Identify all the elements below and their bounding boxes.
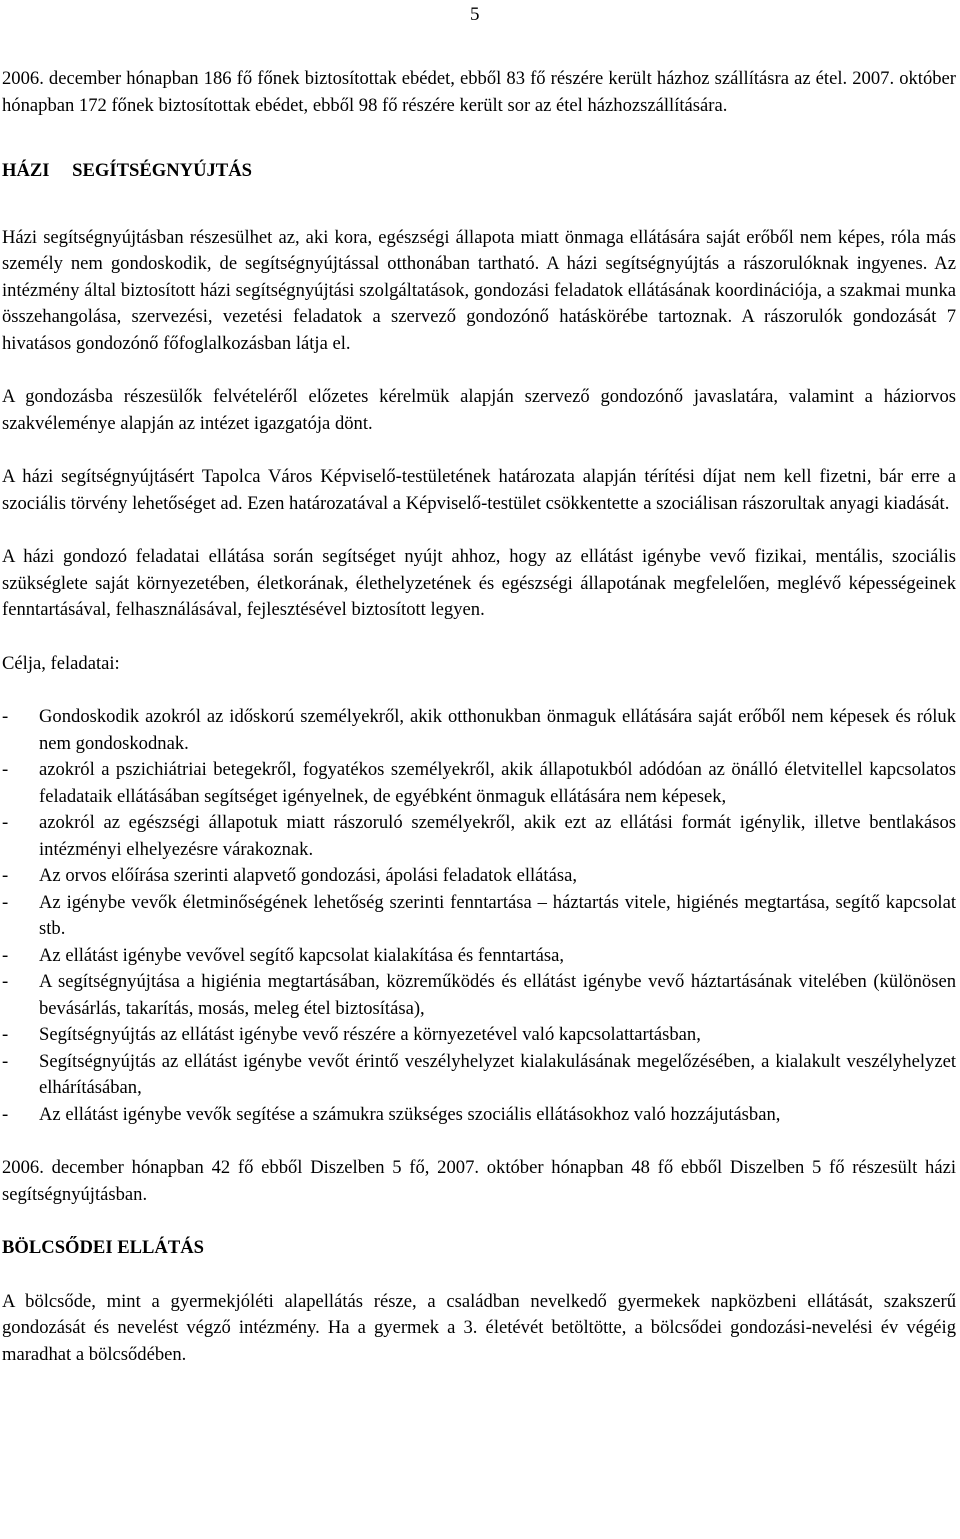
paragraph-tasks: A házi gondozó feladatai ellátása során segítséget nyújt ahhoz, hogy az ellátást igénybe vevő fizikai, mentális, szociális szükséglete saját környezetében, életkorának, élethelyzetének és egészségi állapotának megfelelően, meglévő képességeinek fenntartásával, felhasználásával, fejlesztésével biztosított legyen.	[2, 546, 956, 620]
bullet-dash: -	[2, 706, 9, 727]
bullet-dash: -	[2, 865, 9, 886]
bullet-dash: -	[2, 812, 9, 833]
list-item: - azokról a pszichiátriai betegekről, fogyatékos személyekről, akik állapotukból adódóan az önálló életvitellel kapcsolatos feladataik ellátásában segítséget igényelnek, de egyébként önmaguk ellátására nem képesek,	[2, 759, 956, 807]
section-heading-bolcsode: BÖLCSŐDEI ELLÁTÁS	[2, 1237, 205, 1258]
bullet-dash: -	[2, 944, 9, 966]
bullet-dash: -	[2, 891, 9, 913]
bullet-dash: -	[2, 759, 9, 780]
list-item: - Az igénybe vevők életminőségének lehetőség szerinti fenntartása – háztartás vitele, higiénés megtartása, segítő kapcsolat stb.	[2, 891, 956, 939]
page-number: 5	[470, 4, 480, 25]
bullet-dash: -	[2, 971, 9, 992]
list-item: - Segítségnyújtás az ellátást igénybe vevőt érintő veszélyhelyzet kialakulásának megelőzésében, a kialakult veszélyhelyzet elhárításában,	[2, 1050, 956, 1098]
goals-list	[2, 704, 956, 1128]
list-item: - Az ellátást igénybe vevők segítése a számukra szükséges szociális ellátásokhoz való hozzájutásban,	[2, 1102, 956, 1129]
stats-paragraph: 2006. december hónapban 42 fő ebből Diszelben 5 fő, 2007. október hónapban 48 fő ebből Diszelben 5 fő részesült házi segítségnyújtásban.	[2, 1157, 956, 1205]
list-item: - Gondoskodik azokról az időskorú személyekről, akik otthonukban önmaguk ellátására saját erőből nem képesek és róluk nem gondoskodnak.	[2, 706, 956, 754]
bullet-dash: -	[2, 1024, 9, 1045]
document-body	[2, 66, 956, 1395]
bullet-dash: -	[2, 1050, 9, 1072]
list-item: - Az orvos előírása szerinti alapvető gondozási, ápolási feladatok ellátása,	[2, 863, 956, 890]
paragraph-admission: A gondozásba részesülők felvételéről előzetes kérelmük alapján szervező gondozónő javaslatára, valamint a háziorvos szakvéleménye alapján az intézet igazgatója dönt.	[2, 386, 956, 434]
bullet-dash: -	[2, 1103, 9, 1125]
paragraph-fee: A házi segítségnyújtásért Tapolca Város Képviselő-testületének határozata alapján térítési díjat nem kell fizetni, bár erre a szociális törvény lehetőséget ad. Ezen határozatával a Képviselő-testület csökkentette a szociálisan rászorultak anyagi kiadását.	[2, 466, 956, 514]
list-item: - azokról az egészségi állapotuk miatt rászoruló személyekről, akik ezt az ellátási formát igénylik, illetve bentlakásos intézményi elhelyezésre várakoznak.	[2, 812, 956, 860]
paragraph-bolcsode: A bölcsőde, mint a gyermekjóléti alapellátás része, a családban nevelkedő gyermekek napközbeni ellátását, szakszerű gondozását és nevelést végző intézmény. Ha a gyermek a 3. életévét betöltötte, a bölcsődei gondozási-nevelési év végéig maradhat a bölcsődében.	[2, 1290, 956, 1365]
section-heading-hazi: HÁZI SEGÍTSÉGNYÚJTÁS	[2, 160, 252, 181]
list-item: - Segítségnyújtás az ellátást igénybe vevő részére a környezetével való kapcsolattartásban,	[2, 1022, 956, 1049]
list-item: - Az ellátást igénybe vevővel segítő kapcsolat kialakítása és fenntartása,	[2, 943, 956, 970]
intro-paragraph: 2006. december hónapban 186 fő főnek biztosítottak ebédet, ebből 83 fő részére került házhoz szállításra az étel. 2007. október hónapban 172 főnek biztosítottak ebédet, ebből 98 fő részére került sor az étel házhozszállítására.	[2, 68, 956, 116]
list-item: - A segítségnyújtása a higiénia megtartásában, közreműködés és ellátást igénybe vevő háztartásának vitelében (különösen bevásárlás, takarítás, mosás, meleg étel biztosítása),	[2, 971, 956, 1019]
paragraph-eligibility: Házi segítségnyújtásban részesülhet az, aki kora, egészségi állapota miatt önmaga ellátására saját erőből nem képes, róla más személy nem gondoskodik, de segítségnyújtással otthonában tartható. A házi segítségnyújtás a rászorulóknak ingyenes. Az intézmény által biztosított házi segítségnyújtási szolgáltatások, gondozási feladatok ellátásának koordinációja, a szakmai munka összehangolása, szervezési, vezetési feladatok a szervező gondozónő hatáskörébe tartoznak. A rászorulók gondozását 7 hivatásos gondozónő főfoglalkozásban látja el.	[2, 226, 956, 354]
goals-label: Célja, feladatai:	[2, 652, 120, 674]
